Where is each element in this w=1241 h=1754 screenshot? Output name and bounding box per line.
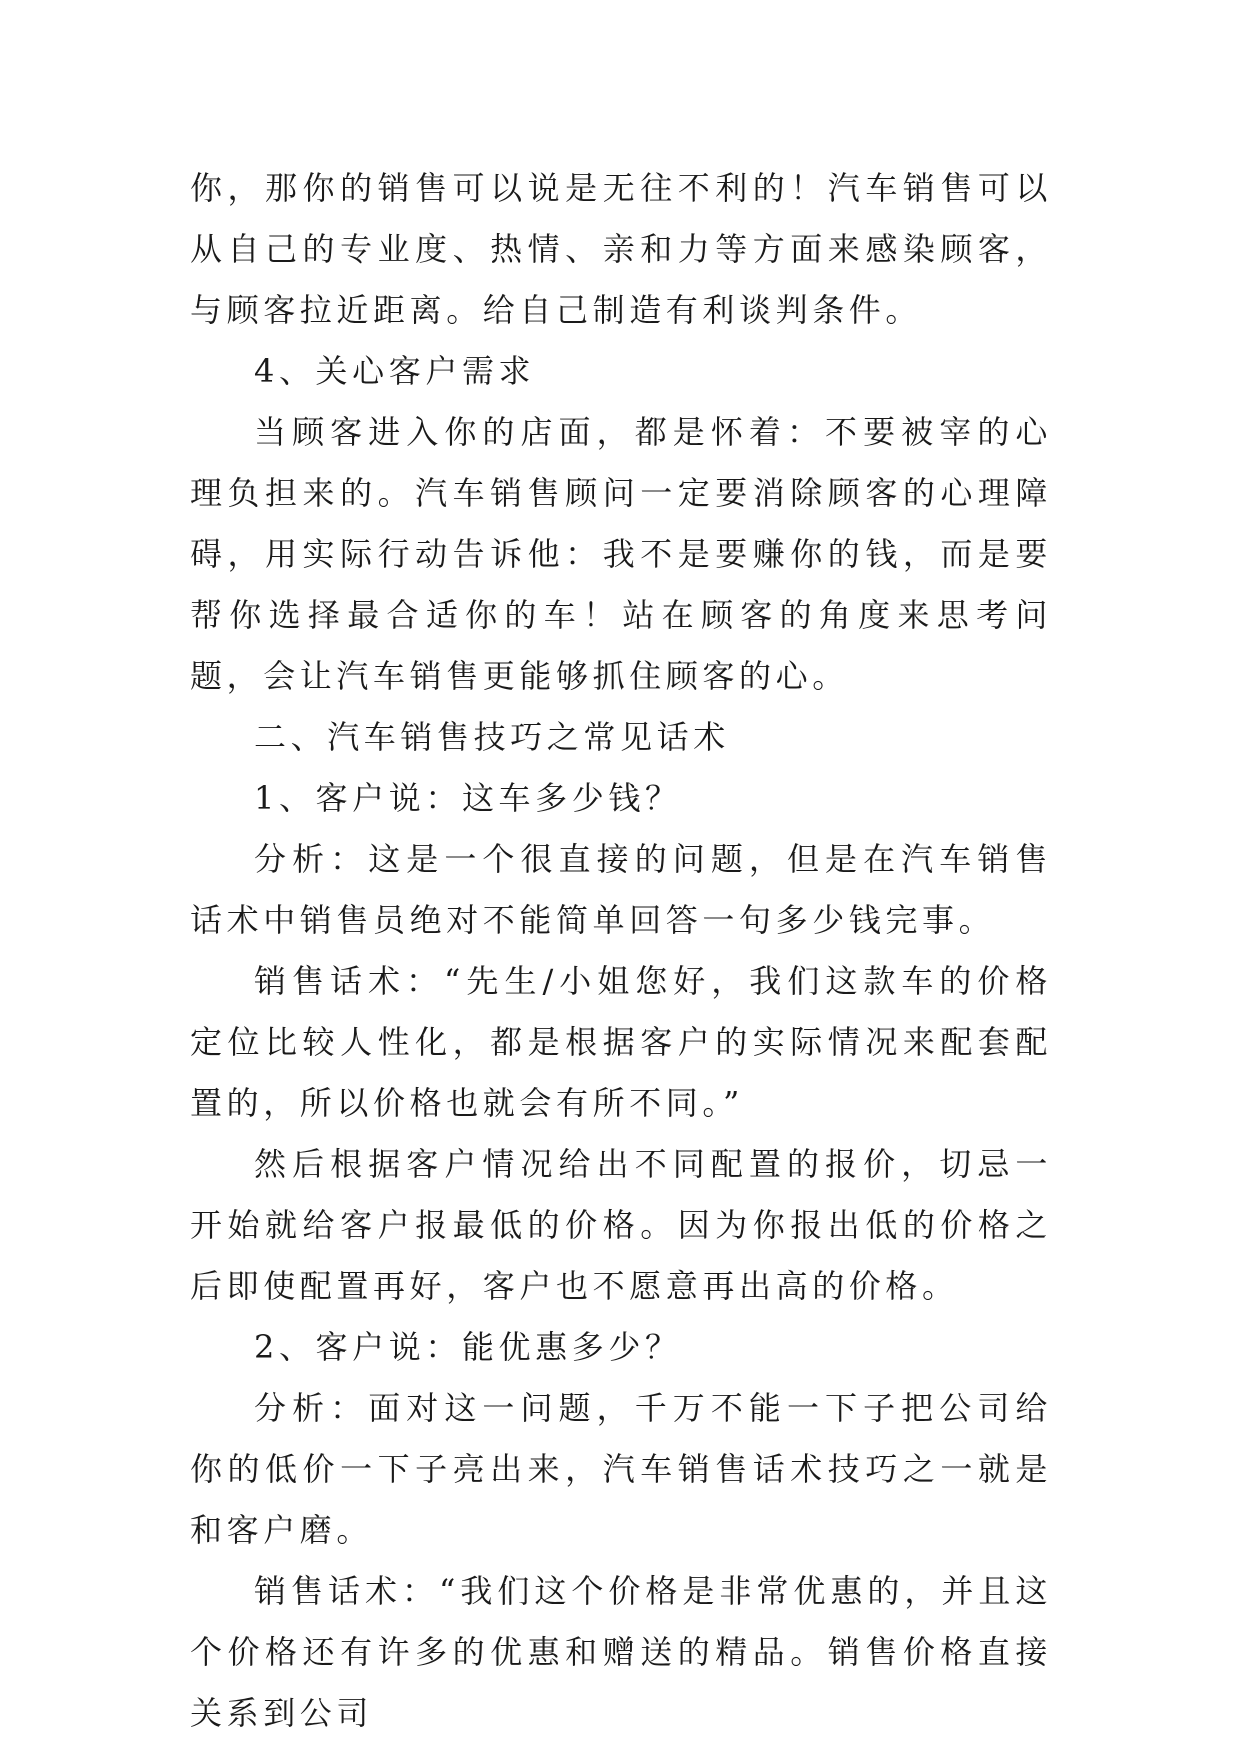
paragraph-analysis-1: 分析：这是一个很直接的问题，但是在汽车销售话术中销售员绝对不能简单回答一句多少钱完事。 — [190, 840, 1052, 939]
subheading-1: 1、客户说：这车多少钱？ — [254, 779, 682, 817]
section-heading-4: 4、关心客户需求 — [254, 352, 536, 390]
document-body — [190, 158, 1052, 1744]
section-heading-2: 二、汽车销售技巧之常见话术 — [254, 718, 730, 756]
subheading-2: 2、客户说：能优惠多少？ — [254, 1328, 682, 1366]
paragraph-script-2: 销售话术：“我们这个价格是非常优惠的，并且这个价格还有许多的优惠和赠送的精品。销售价格直接关系到公司 — [190, 1572, 1052, 1732]
paragraph-1: 你，那你的销售可以说是无往不利的！汽车销售可以从自己的专业度、热情、亲和力等方面来感染顾客，与顾客拉近距离。给自己制造有利谈判条件。 — [190, 169, 1052, 329]
paragraph-2: 当顾客进入你的店面，都是怀着：不要被宰的心理负担来的。汽车销售顾问一定要消除顾客的心理障碍，用实际行动告诉他：我不是要赚你的钱，而是要帮你选择最合适你的车！站在顾客的角度来思考问题，会让汽车销售更能够抓住顾客的心。 — [190, 413, 1052, 695]
paragraph-followup-1: 然后根据客户情况给出不同配置的报价，切忌一开始就给客户报最低的价格。因为你报出低的价格之后即使配置再好，客户也不愿意再出高的价格。 — [190, 1145, 1052, 1305]
paragraph-analysis-2: 分析：面对这一问题，千万不能一下子把公司给你的低价一下子亮出来，汽车销售话术技巧之一就是和客户磨。 — [190, 1389, 1052, 1549]
paragraph-script-1: 销售话术：“先生/小姐您好，我们这款车的价格定位比较人性化，都是根据客户的实际情况来配套配置的，所以价格也就会有所不同。” — [190, 962, 1052, 1122]
